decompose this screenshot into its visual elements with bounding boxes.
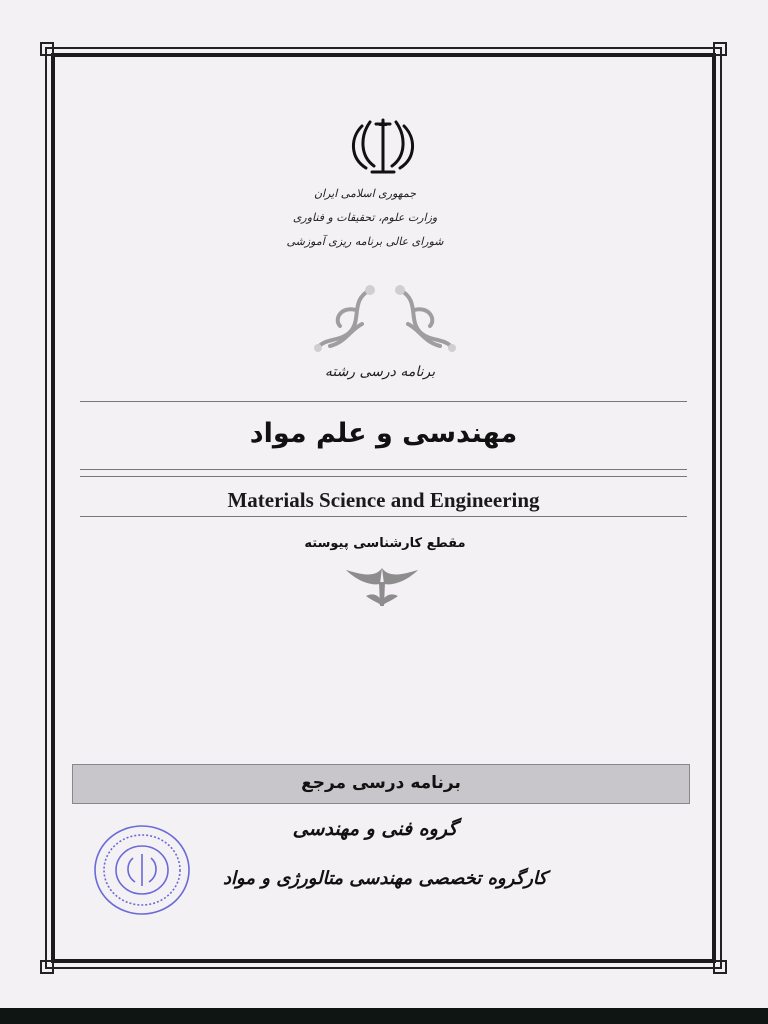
floral-ornament-icon	[310, 280, 460, 358]
program-label: برنامه درسی رشته	[324, 364, 436, 380]
council-line: شورای عالی برنامه ریزی آموزشی	[286, 235, 444, 248]
banner-text: برنامه درسی مرجع	[301, 773, 461, 793]
divider-3	[80, 476, 687, 477]
reference-curriculum-banner	[72, 764, 690, 804]
divider-1	[80, 401, 687, 402]
frame-corner-tr	[713, 42, 727, 56]
degree-level: مقطع کارشناسی پیوسته	[304, 536, 466, 551]
frame-corner-br	[713, 960, 727, 974]
title-persian: مهندسی و علم مواد	[249, 418, 518, 449]
issuing-authority	[250, 182, 480, 254]
frame-corner-tl	[40, 42, 54, 56]
divider-4	[80, 516, 687, 517]
workgroup-name: کارگروه تخصصی مهندسی متالورژی و مواد	[223, 868, 547, 889]
title-english: Materials Science and Engineering	[227, 488, 540, 512]
small-ornament-icon	[344, 562, 420, 612]
scan-edge	[0, 1008, 768, 1024]
divider-2	[80, 469, 687, 470]
official-stamp-icon	[93, 824, 191, 916]
iran-emblem-icon	[348, 112, 418, 178]
frame-corner-bl	[40, 960, 54, 974]
ministry-line: وزارت علوم، تحقیقات و فناوری	[292, 211, 438, 224]
group-name: گروه فنی و مهندسی	[292, 818, 458, 840]
republic-line: جمهوری اسلامی ایران	[313, 187, 417, 200]
